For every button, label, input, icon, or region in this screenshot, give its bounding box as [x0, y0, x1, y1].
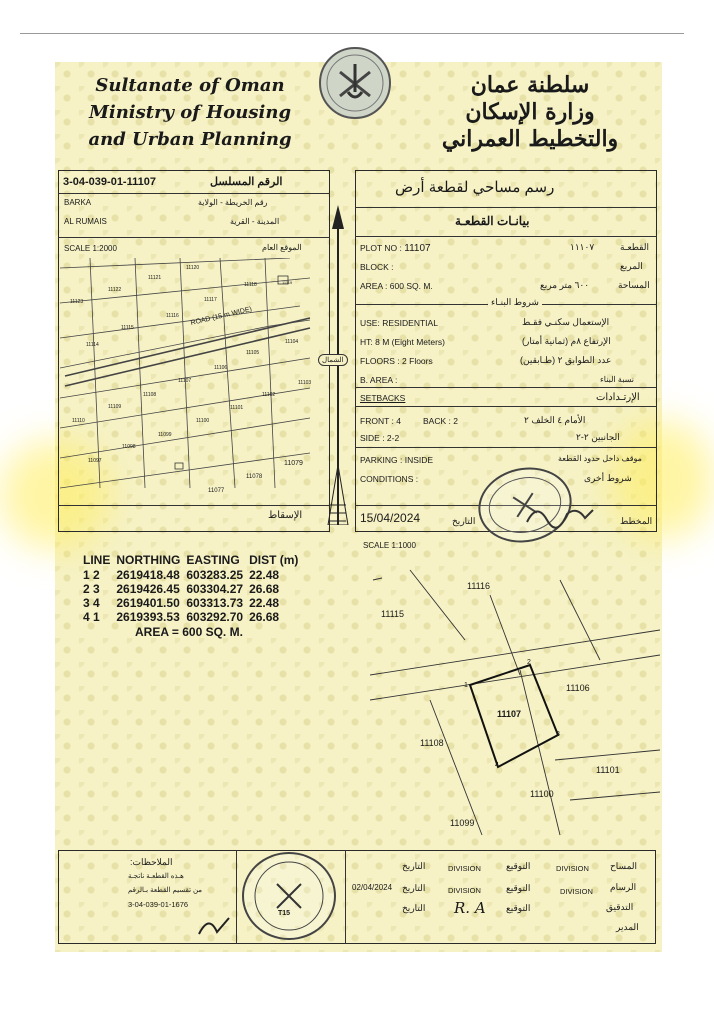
cell-northing: 2619418.48: [116, 568, 180, 582]
detail-plot-label: 11116: [467, 581, 491, 591]
wilayat-value: BARKA: [64, 198, 92, 207]
planner-ar-label: المخطط: [620, 516, 653, 526]
loc-plot: 11110: [72, 418, 85, 424]
serial-number-value: 3-04-039-01-11107: [63, 176, 156, 188]
coordinates-header: [80, 553, 301, 568]
plot-no-label: PLOT NO :: [360, 243, 402, 253]
loc-plot: 11099: [158, 432, 172, 438]
loc-plot: 11103: [298, 380, 312, 386]
coordinates-table: [80, 553, 301, 639]
cell-easting: 603304.27: [186, 582, 244, 596]
front-back-ar: الأمام ٤ الخلف ٢: [524, 415, 586, 425]
english-ministry-title: [80, 72, 300, 153]
total-area: AREA = 600 SQ. M.: [135, 625, 243, 639]
plot-no-ar-value: ١١١٠٧: [570, 242, 595, 252]
use-ar: الإستعمال سكنـي فقـط: [522, 317, 610, 327]
sign-label-drafter: التوقيع: [506, 883, 531, 893]
signature-icon: [195, 910, 235, 940]
date-drafter: 02/04/2024: [352, 883, 393, 892]
city-label: المدينة - القرية: [230, 217, 280, 226]
corner-label-1: 1: [464, 682, 468, 689]
setbacks-label: SETBACKS: [360, 393, 406, 403]
loc-plot: 11115: [121, 325, 134, 331]
stamp-emblem-icon: [244, 854, 334, 938]
floors-ar: عدد الطوابق ٢ (طـابقين): [520, 355, 612, 365]
loc-plot: 11116: [166, 313, 179, 319]
serial-number-label: الرقم المسلسل: [210, 176, 283, 188]
cell-northing: 2619401.50: [116, 596, 180, 610]
cell-line: 2 3: [83, 582, 100, 596]
table-row: [80, 596, 301, 610]
loc-plot: 11118: [244, 282, 257, 288]
detail-plot-label: 11115: [381, 609, 405, 619]
loc-plot: 11121: [148, 275, 162, 281]
block-ar-label: المربع: [620, 261, 643, 271]
detail-plot-label: 11108: [420, 738, 444, 748]
division-surveyor: DIVISION: [556, 864, 589, 873]
location-map-scale: SCALE 1:2000: [64, 244, 117, 253]
loc-plot: 11114: [86, 342, 99, 348]
loc-plot: 11079: [284, 460, 303, 467]
area-row: [360, 281, 433, 291]
top-border-line: [20, 33, 684, 34]
city-value: AL RUMAIS: [64, 217, 107, 226]
en-title-line-1: Sultanate of Oman: [95, 75, 285, 96]
table-row: [80, 568, 301, 582]
block-label: BLOCK :: [360, 262, 394, 272]
detail-map-scale: SCALE 1:1000: [363, 541, 416, 550]
loc-plot: 11104: [285, 339, 299, 345]
building-area-ar: نسبة البناء: [600, 375, 634, 384]
wilayat-label: رقم الخريطة - الولاية: [198, 198, 268, 207]
header-line: LINE: [83, 553, 111, 567]
cell-dist: 22.48: [249, 568, 280, 582]
building-area-label: B. AREA :: [360, 375, 398, 385]
header-northing: NORTHING: [116, 553, 181, 567]
issue-date: 15/04/2024: [360, 511, 421, 525]
cell-line: 4 1: [83, 610, 100, 624]
header-easting: EASTING: [186, 553, 240, 567]
approval-stamp-icon: [242, 852, 336, 940]
stamp-code: T15: [278, 910, 291, 917]
table-row: [80, 582, 301, 596]
table-row: [80, 610, 301, 624]
conditions-ar: شروط أخرى: [584, 473, 632, 483]
role-surveyor: المساح: [610, 861, 638, 871]
detail-plot-map: [370, 560, 660, 840]
note-line-2: من تقسيم القطعة بـالرقم: [128, 887, 203, 894]
loc-plot: 11109: [108, 404, 122, 410]
cell-northing: 2619393.53: [116, 610, 180, 624]
conditions-label: CONDITIONS :: [360, 474, 419, 484]
role-drafter: الرسام: [610, 882, 637, 892]
date-label-drafter: التاريخ: [402, 883, 426, 893]
cell-northing: 2619426.45: [116, 582, 180, 596]
plot-no-value: 11107: [404, 243, 431, 254]
use-value: USE: RESIDENTIAL: [360, 318, 438, 328]
floors-value: FLOORS : 2 Floors: [360, 356, 433, 366]
notes-label: الملاحظات:: [130, 857, 173, 867]
ar-title-line-1: سلطنة عمان: [470, 72, 590, 98]
building-conditions-title: شروط البنـاء: [488, 297, 542, 308]
parking-value: PARKING : INSIDE: [360, 455, 434, 465]
cell-dist: 26.68: [249, 582, 280, 596]
cell-line: 3 4: [83, 596, 100, 610]
note-reference: 3-04-039-01-1676: [128, 900, 189, 909]
cell-line: 1 2: [83, 568, 100, 582]
loc-plot: 11101: [230, 405, 244, 411]
road-label: ROAD (15 m WIDE): [190, 306, 253, 327]
en-title-line-3: and Urban Planning: [88, 129, 292, 150]
area-ar-value: ٦٠٠ متر مربع: [540, 280, 590, 290]
loc-plot: 11117: [204, 297, 217, 303]
plot-no-row: [360, 243, 431, 254]
ar-title-line-3: والتخطيط العمراني: [441, 126, 619, 152]
loc-plot: 11077: [208, 488, 225, 494]
side-ar: الجانبين ٢-٢: [576, 432, 620, 442]
loc-plot: 11120: [186, 265, 200, 271]
corner-label-2: 2: [527, 659, 531, 666]
corner-label-3: 3: [556, 731, 560, 738]
note-line-1: هـذه القطعـة ناتجـة: [128, 873, 184, 880]
loc-plot: 11098: [122, 444, 136, 450]
date-ar-label: التاريخ: [452, 516, 476, 526]
ar-title-line-2: وزارة الإسكان: [465, 99, 595, 125]
corner-label-4: 4: [495, 762, 499, 769]
area-ar-label: المساحة: [618, 280, 650, 290]
detail-plot-label: 11106: [566, 683, 590, 693]
cell-easting: 603283.25: [186, 568, 244, 582]
area-label: AREA :: [360, 281, 388, 291]
en-title-line-2: Ministry of Housing: [88, 102, 292, 123]
front-setback: FRONT : 4: [360, 416, 401, 426]
projection-label: الإسقاط: [268, 510, 303, 521]
role-director: المدير: [616, 922, 639, 932]
loc-plot: 11097: [88, 458, 102, 464]
loc-plot: 11105: [246, 350, 260, 356]
date-label-auditor: التاريخ: [402, 903, 426, 913]
side-setback: SIDE : 2-2: [360, 433, 400, 443]
loc-plot: 11107: [178, 378, 192, 384]
date-label-surveyor: التاريخ: [402, 861, 426, 871]
arabic-ministry-title: [420, 72, 640, 153]
cell-easting: 603313.73: [186, 596, 244, 610]
height-value: HT: 8 M (Eight Meters): [360, 337, 446, 347]
setbacks-ar: الإرتـدادات: [596, 392, 640, 403]
back-setback: BACK : 2: [423, 416, 458, 426]
role-auditor: التدقيق: [606, 902, 634, 912]
header-dist: DIST (m): [249, 553, 299, 567]
loc-plot: 11106: [214, 365, 228, 371]
loc-plot: 11100: [196, 418, 210, 424]
loc-plot: 11108: [143, 392, 157, 398]
detail-plot-label: 11101: [596, 765, 620, 775]
division-drafter: DIVISION: [560, 887, 593, 896]
auditor-initials: R. A: [454, 899, 486, 917]
detail-plot-label: 11099: [450, 818, 475, 828]
loc-plot: 11078: [246, 474, 263, 480]
plot-section-title: بيانـات القطعـة: [455, 214, 530, 228]
loc-plot: 11102: [262, 392, 276, 398]
sign-label-auditor: التوقيع: [506, 903, 531, 913]
cell-dist: 22.48: [249, 596, 280, 610]
sheet-title-ar: رسم مساحي لقطعة أرض: [395, 179, 555, 196]
oman-emblem-icon: [318, 46, 392, 120]
area-value: 600 SQ. M.: [389, 281, 433, 291]
subject-plot-label: 11107: [497, 709, 522, 719]
loc-plot: 11122: [108, 287, 122, 293]
signature-icon: [525, 500, 595, 530]
loc-plot: 11119: [282, 280, 293, 285]
location-map-label: الموقع العام: [262, 243, 302, 252]
parking-ar: موقف داخل حدود القطعة: [558, 454, 642, 463]
loc-plot: 11123: [70, 299, 84, 305]
detail-plot-label: 11100: [530, 789, 554, 799]
cell-dist: 26.68: [249, 610, 280, 624]
division2-surveyor: DIVISION: [448, 864, 481, 873]
plot-no-ar-label: القطعـة: [620, 242, 649, 252]
sign-label-surveyor: التوقيع: [506, 861, 531, 871]
height-ar: الإرتفاع ٨م (ثمانية أمتار): [522, 336, 611, 346]
cell-easting: 603292.70: [186, 610, 244, 624]
north-label: الشمال: [318, 354, 348, 366]
division2-drafter: DIVISION: [448, 886, 481, 895]
